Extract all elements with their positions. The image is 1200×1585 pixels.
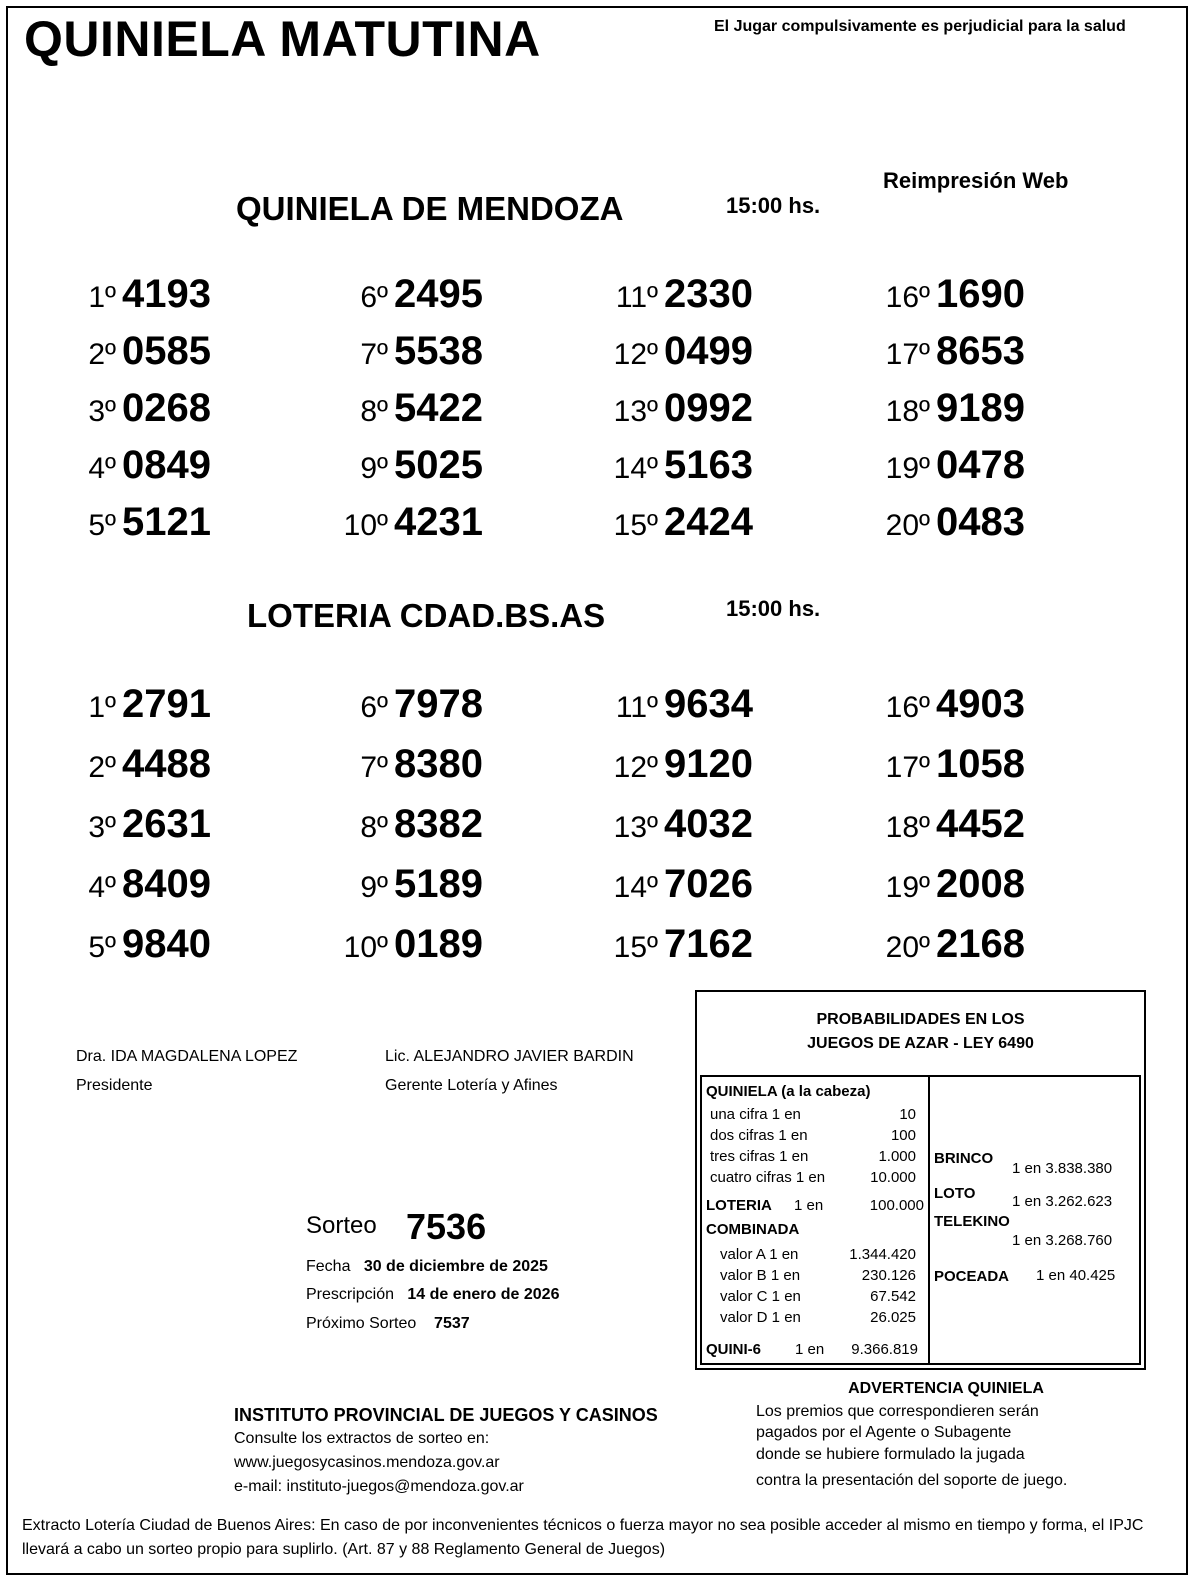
loto-odds-value: 1 en 3.262.623 [1012, 1193, 1113, 1210]
result-cell [68, 386, 328, 431]
result-number: 8653 [936, 329, 1025, 373]
probabilities-divider [928, 1075, 930, 1365]
result-number: 2791 [122, 682, 211, 726]
result-number: 2008 [936, 862, 1025, 906]
prescripcion-value: 14 de enero de 2026 [407, 1286, 560, 1303]
buenos-aires-time: 15:00 hs. [726, 596, 821, 621]
result-cell [68, 329, 328, 374]
result-position: 15º [613, 509, 658, 542]
fecha-value: 30 de diciembre de 2025 [363, 1258, 548, 1275]
result-number: 8409 [122, 862, 211, 906]
odds-row-label: valor C 1 en [720, 1288, 801, 1305]
result-cell [68, 443, 328, 488]
result-cell [610, 862, 870, 907]
result-cell [68, 922, 328, 967]
result-cell [882, 802, 1142, 847]
odds-row-value: 1.344.420 [849, 1246, 916, 1263]
result-number: 9634 [664, 682, 753, 726]
loteria-odds-label: LOTERIA [706, 1197, 772, 1214]
result-position: 11º [615, 691, 658, 724]
result-cell [610, 443, 870, 488]
odds-row-value: 1.000 [878, 1148, 916, 1165]
result-number: 0849 [122, 443, 211, 487]
fecha-label: Fecha [306, 1258, 351, 1275]
result-cell [610, 500, 870, 545]
odds-row-label: cuatro cifras 1 en [710, 1169, 826, 1186]
poceada-odds-label: POCEADA [934, 1268, 1010, 1285]
result-cell [882, 500, 1142, 545]
quiniela-odds-label: QUINIELA (a la cabeza) [706, 1083, 871, 1100]
result-position: 6º [360, 281, 388, 314]
loteria-odds-value: 100.000 [869, 1197, 924, 1214]
result-cell [340, 922, 600, 967]
result-number: 0585 [122, 329, 211, 373]
result-number: 1058 [936, 742, 1025, 786]
telekino-odds-value: 1 en 3.268.760 [1012, 1232, 1113, 1249]
result-cell [340, 682, 600, 727]
quini6-odds-label: QUINI-6 [706, 1341, 762, 1358]
probabilities-title [695, 1008, 1146, 1056]
result-cell [68, 862, 328, 907]
result-cell [882, 329, 1142, 374]
result-number: 0478 [936, 443, 1025, 487]
combinada-odds-label: COMBINADA [706, 1221, 800, 1238]
result-cell [610, 802, 870, 847]
result-position: 5º [88, 509, 116, 542]
result-position: 4º [88, 871, 116, 904]
result-position: 13º [613, 395, 658, 428]
result-position: 6º [360, 691, 388, 724]
result-position: 10º [343, 931, 388, 964]
odds-row-value: 100 [890, 1127, 916, 1144]
mendoza-title: QUINIELA DE MENDOZA [236, 190, 624, 227]
result-number: 0189 [394, 922, 483, 966]
result-position: 17º [885, 751, 930, 784]
result-number: 5538 [394, 329, 483, 373]
result-number: 4193 [122, 272, 211, 316]
result-number: 0499 [664, 329, 753, 373]
result-number: 5121 [122, 500, 211, 544]
result-position: 2º [88, 338, 116, 371]
result-position: 15º [613, 931, 658, 964]
advertencia-line: donde se hubiere formulado la jugada [756, 1446, 1025, 1463]
result-cell [340, 443, 600, 488]
result-number: 9120 [664, 742, 753, 786]
result-position: 14º [613, 452, 658, 485]
page-title: QUINIELA MATUTINA [24, 11, 541, 67]
result-position: 4º [88, 452, 116, 485]
signatory-left-role: Presidente [76, 1077, 153, 1094]
odds-row-value: 10.000 [870, 1169, 916, 1186]
result-cell [610, 682, 870, 727]
result-number: 0483 [936, 500, 1025, 544]
result-position: 12º [613, 338, 658, 371]
result-position: 19º [885, 452, 930, 485]
odds-row-label: valor A 1 en [720, 1246, 799, 1263]
result-position: 7º [360, 751, 388, 784]
result-number: 9189 [936, 386, 1025, 430]
result-position: 9º [360, 452, 388, 485]
result-number: 2168 [936, 922, 1025, 966]
result-number: 2495 [394, 272, 483, 316]
result-cell [68, 272, 328, 317]
loto-odds-label: LOTO [934, 1185, 976, 1202]
result-position: 8º [360, 811, 388, 844]
result-number: 0268 [122, 386, 211, 430]
result-cell [882, 862, 1142, 907]
result-cell [340, 862, 600, 907]
odds-row-label: valor D 1 en [720, 1309, 801, 1326]
result-position: 2º [88, 751, 116, 784]
signatory-left [76, 1042, 297, 1100]
result-number: 5025 [394, 443, 483, 487]
advertencia-line: pagados por el Agente o Subagente [756, 1424, 1012, 1441]
result-number: 9840 [122, 922, 211, 966]
signatory-right [385, 1042, 634, 1100]
odds-row-value: 10 [899, 1106, 916, 1123]
health-warning: El Jugar compulsivamente es perjudicial para la salud [714, 18, 1126, 35]
proximo-label: Próximo Sorteo [306, 1315, 417, 1332]
result-cell [882, 682, 1142, 727]
result-position: 19º [885, 871, 930, 904]
result-position: 16º [885, 691, 930, 724]
result-position: 11º [615, 281, 658, 314]
result-number: 5422 [394, 386, 483, 430]
odds-row-value: 230.126 [861, 1267, 916, 1284]
result-number: 2631 [122, 802, 211, 846]
proximo-row [306, 1315, 470, 1333]
institute-title: INSTITUTO PROVINCIAL DE JUEGOS Y CASINOS [234, 1405, 658, 1425]
result-number: 4488 [122, 742, 211, 786]
institute-email-link[interactable]: e-mail: instituto-juegos@mendoza.gov.ar [234, 1478, 524, 1495]
result-cell [340, 500, 600, 545]
result-cell [340, 329, 600, 374]
result-position: 18º [885, 395, 930, 428]
result-cell [340, 802, 600, 847]
advertencia-line: contra la presentación del soporte de juego. [756, 1472, 1068, 1489]
probabilities-title-line2: JUEGOS DE AZAR - LEY 6490 [807, 1035, 1034, 1052]
result-cell [610, 272, 870, 317]
result-cell [68, 802, 328, 847]
result-cell [68, 682, 328, 727]
result-number: 5189 [394, 862, 483, 906]
result-number: 2330 [664, 272, 753, 316]
signatory-right-role: Gerente Lotería y Afines [385, 1077, 558, 1094]
odds-row-value: 26.025 [870, 1309, 916, 1326]
result-cell [340, 742, 600, 787]
result-position: 20º [885, 931, 930, 964]
footer-disclaimer: Extracto Lotería Ciudad de Buenos Aires: En caso de por inconvenientes técnicos o fuerza mayor no sea posible acceder al mismo en tiempo y forma, el IPJC llevará a cabo un sorteo propio para suplirlo. (Art. 87 y 88 Reglamento General de Juegos) [22, 1517, 1144, 1558]
prescripcion-row [306, 1286, 559, 1304]
result-number: 2424 [664, 500, 753, 544]
result-cell [340, 386, 600, 431]
brinco-odds-label: BRINCO [934, 1150, 994, 1167]
result-position: 3º [88, 811, 116, 844]
advertencia-line: Los premios que correspondieren serán [756, 1403, 1039, 1420]
result-cell [610, 329, 870, 374]
sorteo-number: 7536 [406, 1206, 487, 1247]
result-number: 5163 [664, 443, 753, 487]
sorteo-label: Sorteo [306, 1212, 377, 1239]
result-number: 4032 [664, 802, 753, 846]
quini6-odds-value: 9.366.819 [851, 1341, 918, 1358]
odds-row-label: tres cifras 1 en [710, 1148, 809, 1165]
odds-row-label: valor B 1 en [720, 1267, 801, 1284]
odds-row-value: 67.542 [870, 1288, 916, 1305]
result-position: 8º [360, 395, 388, 428]
result-position: 3º [88, 395, 116, 428]
result-number: 4903 [936, 682, 1025, 726]
buenos-aires-title: LOTERIA CDAD.BS.AS [247, 597, 606, 634]
fecha-row [306, 1258, 548, 1276]
result-position: 13º [613, 811, 658, 844]
poceada-odds-value: 1 en 40.425 [1036, 1267, 1116, 1284]
result-cell [610, 922, 870, 967]
result-cell [882, 272, 1142, 317]
result-cell [610, 386, 870, 431]
brinco-odds-value: 1 en 3.838.380 [1012, 1160, 1113, 1177]
result-cell [882, 386, 1142, 431]
institute-consult-text: Consulte los extractos de sorteo en: [234, 1430, 490, 1447]
result-cell [68, 500, 328, 545]
result-number: 8382 [394, 802, 483, 846]
probabilities-title-line1: PROBABILIDADES EN LOS [816, 1011, 1025, 1028]
proximo-value: 7537 [434, 1315, 470, 1332]
result-number: 4452 [936, 802, 1025, 846]
result-cell [882, 443, 1142, 488]
result-number: 1690 [936, 272, 1025, 316]
result-cell [68, 742, 328, 787]
result-position: 7º [360, 338, 388, 371]
result-cell [882, 742, 1142, 787]
reprint-label: Reimpresión Web [883, 168, 1069, 193]
prescripcion-label: Prescripción [306, 1286, 395, 1303]
result-position: 16º [885, 281, 930, 314]
result-number: 7978 [394, 682, 483, 726]
mendoza-time: 15:00 hs. [726, 193, 821, 218]
result-position: 20º [885, 509, 930, 542]
result-position: 10º [343, 509, 388, 542]
advertencia-title: ADVERTENCIA QUINIELA [848, 1380, 1044, 1397]
signatory-right-name: Lic. ALEJANDRO JAVIER BARDIN [385, 1048, 634, 1065]
signatory-left-name: Dra. IDA MAGDALENA LOPEZ [76, 1048, 298, 1065]
result-position: 1º [88, 691, 116, 724]
loteria-odds-text: 1 en [794, 1197, 824, 1214]
result-position: 9º [360, 871, 388, 904]
result-cell [882, 922, 1142, 967]
result-number: 7026 [664, 862, 753, 906]
result-number: 4231 [394, 500, 483, 544]
result-position: 17º [885, 338, 930, 371]
result-position: 12º [613, 751, 658, 784]
odds-row-label: una cifra 1 en [710, 1106, 801, 1123]
result-position: 18º [885, 811, 930, 844]
result-number: 0992 [664, 386, 753, 430]
odds-row-label: dos cifras 1 en [710, 1127, 808, 1144]
result-position: 14º [613, 871, 658, 904]
result-number: 7162 [664, 922, 753, 966]
result-position: 5º [88, 931, 116, 964]
result-position: 1º [88, 281, 116, 314]
telekino-odds-label: TELEKINO [934, 1213, 1010, 1230]
quini6-odds-text: 1 en [795, 1341, 825, 1358]
result-cell [340, 272, 600, 317]
result-cell [610, 742, 870, 787]
result-number: 8380 [394, 742, 483, 786]
institute-website-link[interactable]: www.juegosycasinos.mendoza.gov.ar [234, 1454, 500, 1471]
